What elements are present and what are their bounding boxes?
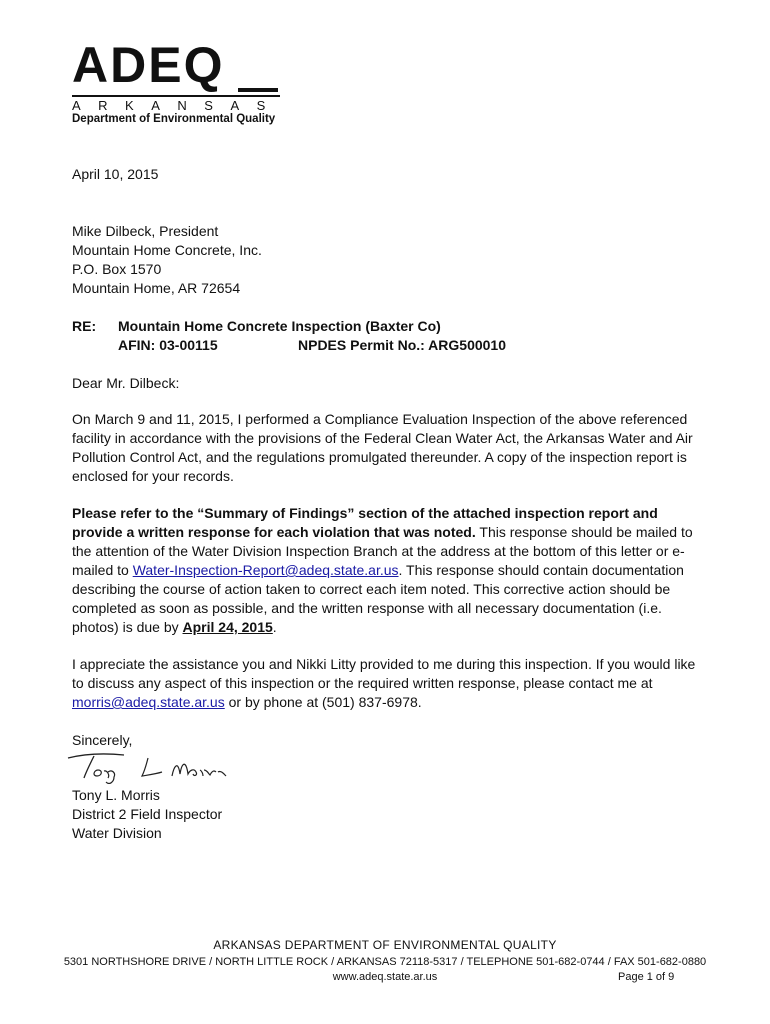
handwritten-signature bbox=[64, 748, 234, 784]
footer-org: ARKANSAS DEPARTMENT OF ENVIRONMENTAL QUALITY bbox=[213, 938, 557, 952]
re-label: RE: bbox=[72, 318, 97, 334]
footer-address: 5301 NORTHSHORE DRIVE / NORTH LITTLE ROCK / ARKANSAS 72118-5317 / TELEPHONE 501-682-0744 / FAX 501-682-0880 bbox=[63, 956, 707, 968]
logo-department: Department of Environmental Quality bbox=[72, 113, 276, 125]
signer-division: Water Division bbox=[72, 825, 162, 841]
paragraph-text: I appreciate the assistance you and Nikki Litty provided to me during this inspection. If you would like to discuss any aspect of this inspection or the required written response, please contact me at bbox=[72, 656, 696, 691]
closing: Sincerely, bbox=[72, 732, 133, 748]
logo-q-tail bbox=[238, 88, 278, 92]
logo-state: ARKANSAS bbox=[72, 98, 283, 113]
signer-block bbox=[72, 786, 222, 843]
footer-website: www.adeq.state.ar.us bbox=[332, 971, 438, 983]
salutation: Dear Mr. Dilbeck: bbox=[72, 375, 180, 391]
paragraph-response bbox=[72, 504, 698, 637]
logo-wordmark: ADEQ bbox=[72, 37, 225, 93]
re-afin: AFIN: 03-00115 bbox=[118, 337, 218, 353]
inspector-email-link[interactable]: morris@adeq.state.ar.us bbox=[72, 694, 225, 710]
recipient-line: P.O. Box 1570 bbox=[72, 261, 162, 277]
page-number: Page 1 of 9 bbox=[618, 971, 675, 983]
paragraph-inspection: On March 9 and 11, 2015, I performed a Compliance Evaluation Inspection of the above referenced facility in accordance with the provisions of the Federal Clean Water Act, the Arkansas Water and Air Pollution Control Act, and the regulations promulgated thereunder. A copy of the inspection report is enclosed for your records. bbox=[72, 411, 693, 484]
logo-rule bbox=[72, 95, 280, 97]
due-date: April 24, 2015 bbox=[182, 619, 273, 635]
letter-date: April 10, 2015 bbox=[72, 166, 159, 182]
signer-name: Tony L. Morris bbox=[72, 787, 160, 803]
recipient-line: Mountain Home, AR 72654 bbox=[72, 280, 241, 296]
findings-instruction: Please refer to the “Summary of Findings” section of the attached inspection report and provide a written response for each violation that was noted. bbox=[72, 505, 658, 540]
re-permit: NPDES Permit No.: ARG500010 bbox=[298, 337, 506, 353]
paragraph-text: . This response should contain documentation describing the course of action taken to correct each item noted. This corrective action should be completed as soon as possible, and the written response with all necessary documentation (i.e. photos) is due by bbox=[72, 562, 684, 635]
re-subject: Mountain Home Concrete Inspection (Baxter Co) bbox=[118, 318, 441, 334]
paragraph-contact bbox=[72, 655, 698, 712]
signer-title: District 2 Field Inspector bbox=[72, 806, 223, 822]
inspection-report-email-link[interactable]: Water-Inspection-Report@adeq.state.ar.us bbox=[132, 562, 399, 578]
paragraph-text: or by phone at (501) 837-6978. bbox=[224, 694, 422, 710]
recipient-block bbox=[72, 222, 262, 298]
recipient-line: Mike Dilbeck, President bbox=[72, 223, 219, 239]
recipient-line: Mountain Home Concrete, Inc. bbox=[72, 242, 262, 258]
paragraph-text: . bbox=[272, 619, 277, 635]
paragraph-text: This response should be mailed to the attention of the Water Division Inspection Branch at the address at the bottom of this letter or e-mailed to bbox=[72, 524, 693, 578]
